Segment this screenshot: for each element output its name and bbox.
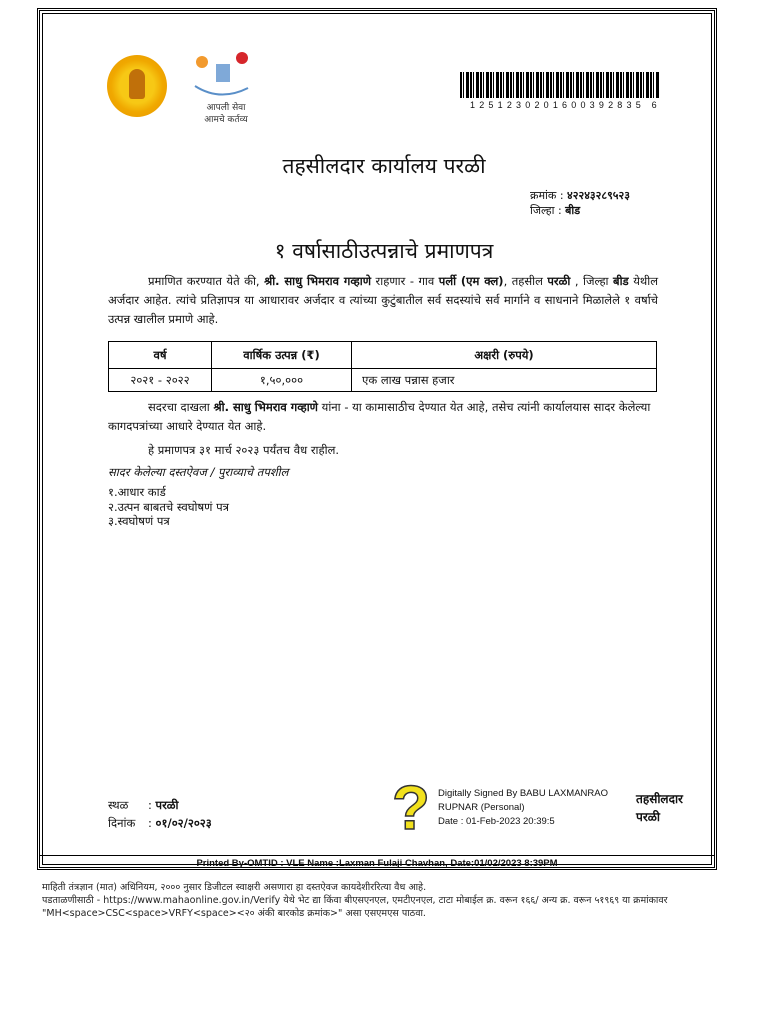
jilha: जिल्हा : बीड [530, 204, 581, 217]
logo-text: आमचे कर्तव्य [204, 115, 248, 125]
aaple-seva-logo [190, 50, 252, 128]
certification-paragraph: प्रमाणित करण्यात येते की, श्री. साधु भिमराव गव्हाणे राहणार - गाव पर्ली (एम क्ल), तहसील परळी , जिल्हा बीड येथील अर्जदार आहेत. त्यांचे प्रतिज्ञापत्र या आधारावर अर्जदार व त्यांच्या कुटुंबातील सर्व सदस्यांचे सर्व मार्गाने व साधनाने मिळालेले १ वर्षाचे उत्पन्न खालील प्रमाणे आहे. [108, 274, 658, 326]
income-table: वर्ष वार्षिक उत्पन्न (₹) अक्षरी (रुपये) २०२१ - २०२२ १,५०,००० एक लाख पन्नास हजार [108, 341, 657, 392]
document-item: २.उत्पन बाबतचे स्वघोषणं पत्र [108, 499, 230, 514]
signature-office: परळी [636, 810, 660, 824]
footer-line: माहिती तंत्रज्ञान (मात) अधिनियम, २००० नुसार डिजीटल स्वाक्षरी असणारा हा दस्तऐवज कायदेशीररित्या वैध आहे. [42, 882, 427, 893]
printed-by: Printed By-OMTID : VLE Name :Laxman Fulaji Chavhan, Date:01/02/2023 8:39PM [40, 855, 714, 869]
digital-signature: Digitally Signed By BABU LAXMANRAO RUPNAR (Personal) Date : 01-Feb-2023 20:39:5 [438, 788, 609, 827]
document-border [37, 8, 717, 870]
barcode-number: 1251230201600392835 6 [470, 100, 661, 110]
document-item: ३.स्वघोषणं पत्र [108, 514, 170, 528]
footer-line: "MH<space>CSC<space>VRFY<space><२० अंकी बारकोड क्रमांक>" असा एसएमएस पाठवा. [42, 908, 426, 919]
validity-text: हे प्रमाणपत्र ३१ मार्च २०२३ पर्यंतच वैध राहील. [148, 443, 340, 457]
designation: तहसीलदार [636, 792, 683, 806]
documents-heading: सादर केलेल्या दस्तऐवज / पुराव्याचे तपशील [108, 465, 289, 479]
logo-text: आपली सेवा [206, 103, 246, 113]
footer-line: पडताळणीसाठी - https://www.mahaonline.gov.in/Verify येथे भेट द्या किंवा बीएसएनएल, एमटीएनएल, टाटा मोबाईल क्र. वरून १६६/ अन्य क्र. वरून ५१९६९ या क्रमांकावर [42, 895, 668, 906]
maharashtra-seal-logo [107, 55, 167, 117]
issue-paragraph: सदरचा दाखला श्री. साधु भिमराव गव्हाणे यांना - या कामासाठीच देण्यात येत आहे, तसेच त्यांनी कार्यालयास सादर केलेल्या कागदपत्रांच्या आधारे देण्यात येत आहे. [108, 400, 651, 433]
date: दिनांक : ०१/०२/२०२३ [108, 816, 212, 830]
kramank: क्रमांक : ४२२४३२८९५२३ [530, 189, 630, 202]
place: स्थळ : परळी [108, 798, 179, 812]
signature-unverified-icon: ? [392, 774, 430, 843]
office-title: तहसीलदार कार्यालय परळी [282, 154, 486, 178]
certificate-title: १ वर्षासाठीउत्पन्नाचे प्रमाणपत्र [274, 239, 494, 263]
document-item: १.आधार कार्ड [108, 485, 166, 499]
barcode [460, 72, 660, 98]
table-row: २०२१ - २०२२ १,५०,००० एक लाख पन्नास हजार [109, 369, 657, 392]
